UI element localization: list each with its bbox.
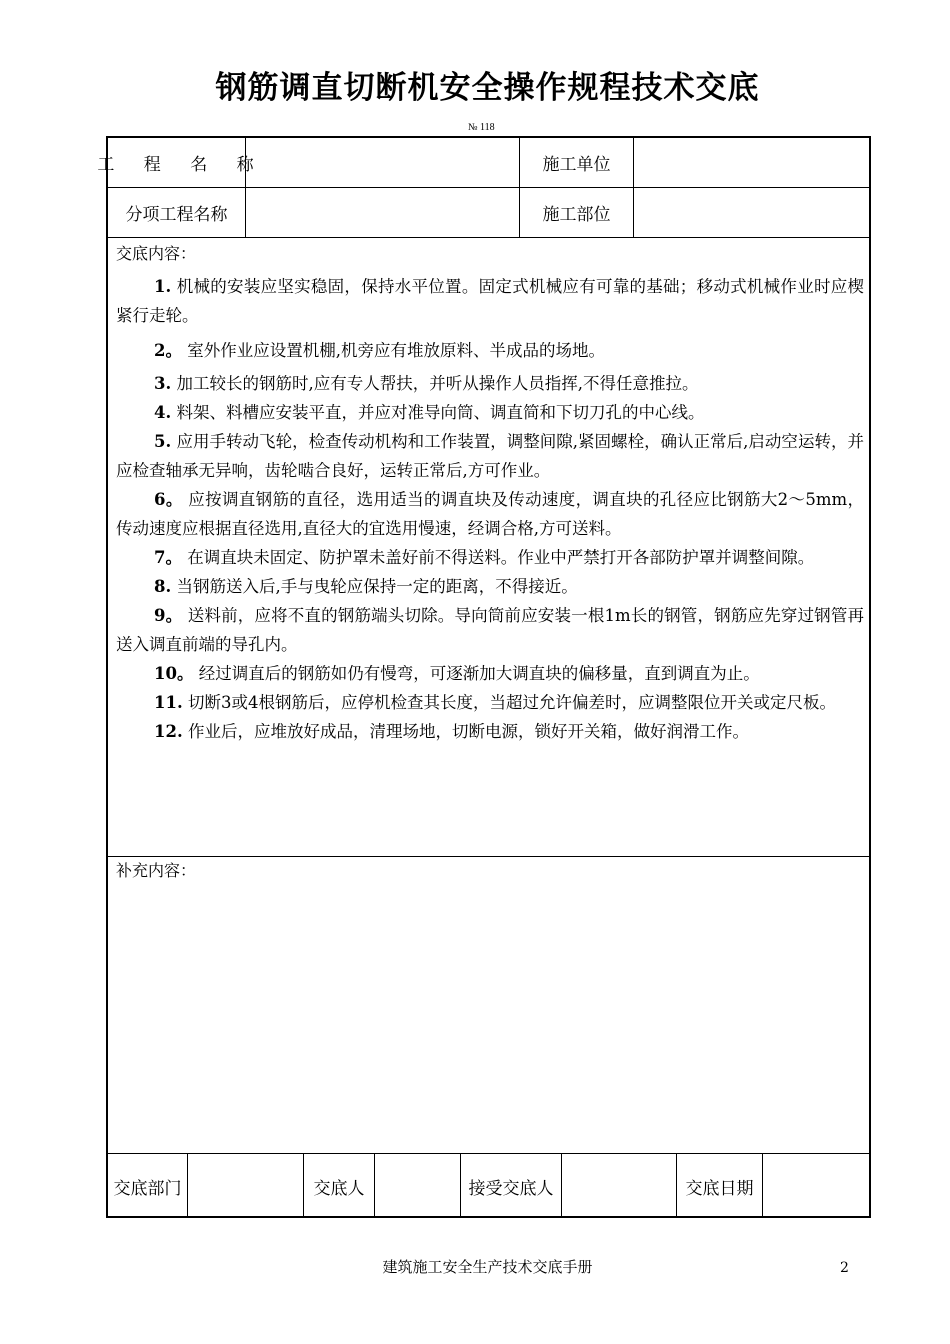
list-item: 3. 加工较长的钢筋时,应有专人帮扶，并听从操作人员指挥,不得任意推拉。 <box>154 374 699 393</box>
page-number: 2 <box>840 1260 849 1276</box>
handover-dept-label: 交底部门 <box>113 1178 182 1199</box>
list-item: 2。 室外作业应设置机棚,机旁应有堆放原料、半成品的场地。 <box>154 341 605 360</box>
document-title: 钢筋调直切断机安全操作规程技术交底 <box>215 70 760 106</box>
document-number: № 118 <box>468 122 495 133</box>
list-item: 12. 作业后，应堆放好成品，清理场地，切断电源，锁好开关箱，做好润滑工作。 <box>154 722 749 741</box>
content-heading: 交底内容： <box>116 244 197 263</box>
subproject-name-label: 分项工程名称 <box>125 205 228 225</box>
handover-dept-field[interactable] <box>188 1154 303 1218</box>
construction-unit-label: 施工单位 <box>542 155 611 175</box>
list-item: 9。 送料前，应将不直的钢筋端头切除。导向筒前应安装一根1m长的钢管，钢筋应先穿过钢管再送入调直前端的导孔内。 <box>116 606 865 654</box>
project-name-label: 工 程 名 称 <box>97 155 266 175</box>
construction-location-label: 施工部位 <box>542 205 611 225</box>
construction-location-field[interactable] <box>634 188 869 237</box>
list-item: 11. 切断3或4根钢筋后，应停机检查其长度，当超过允许偏差时，应调整限位开关或定尺板。 <box>154 693 836 712</box>
receiver-label: 接受交底人 <box>468 1178 554 1199</box>
list-item: 5. 应用手转动飞轮，检查传动机构和工作装置，调整间隙,紧固螺栓，确认正常后,启动空运转，并应检查轴承无异响，齿轮啮合良好，运转正常后,方可作业。 <box>116 432 864 480</box>
receiver-field[interactable] <box>562 1154 676 1218</box>
project-name-field[interactable] <box>246 138 518 187</box>
handover-date-label: 交底日期 <box>685 1178 754 1199</box>
handover-person-field[interactable] <box>375 1154 460 1218</box>
handover-person-label: 交底人 <box>313 1178 365 1199</box>
supplement-heading: 补充内容： <box>116 861 197 880</box>
handover-date-field[interactable] <box>763 1154 869 1218</box>
list-item: 10。 经过调直后的钢筋如仍有慢弯，可逐渐加大调直块的偏移量，直到调直为止。 <box>154 664 760 683</box>
list-item: 8. 当钢筋送入后,手与曳轮应保持一定的距离，不得接近。 <box>154 577 578 596</box>
supplement-field[interactable] <box>112 886 867 1148</box>
list-item: 4. 料架、料槽应安装平直，并应对准导向筒、调直简和下切刀孔的中心线。 <box>154 403 705 422</box>
section-divider <box>108 856 869 857</box>
list-item: 6。 应按调直钢筋的直径，选用适当的调直块及传动速度，调直块的孔径应比钢筋大2～5mm，传动速度应根据直径选用,直径大的宜选用慢速，经调合格,方可送料。 <box>116 490 864 538</box>
handover-form <box>97 136 871 1218</box>
list-item: 7。 在调直块未固定、防护罩未盖好前不得送料。作业中严禁打开各部防护罩并调整间隙。 <box>154 548 815 567</box>
list-item: 1. 机械的安装应坚实稳固，保持水平位置。固定式机械应有可靠的基础；移动式机械作业时应楔紧行走轮。 <box>116 277 864 325</box>
handover-content <box>116 238 864 746</box>
subproject-name-field[interactable] <box>246 188 518 237</box>
construction-unit-field[interactable] <box>634 138 869 187</box>
footer-title: 建筑施工安全生产技术交底手册 <box>382 1258 593 1276</box>
